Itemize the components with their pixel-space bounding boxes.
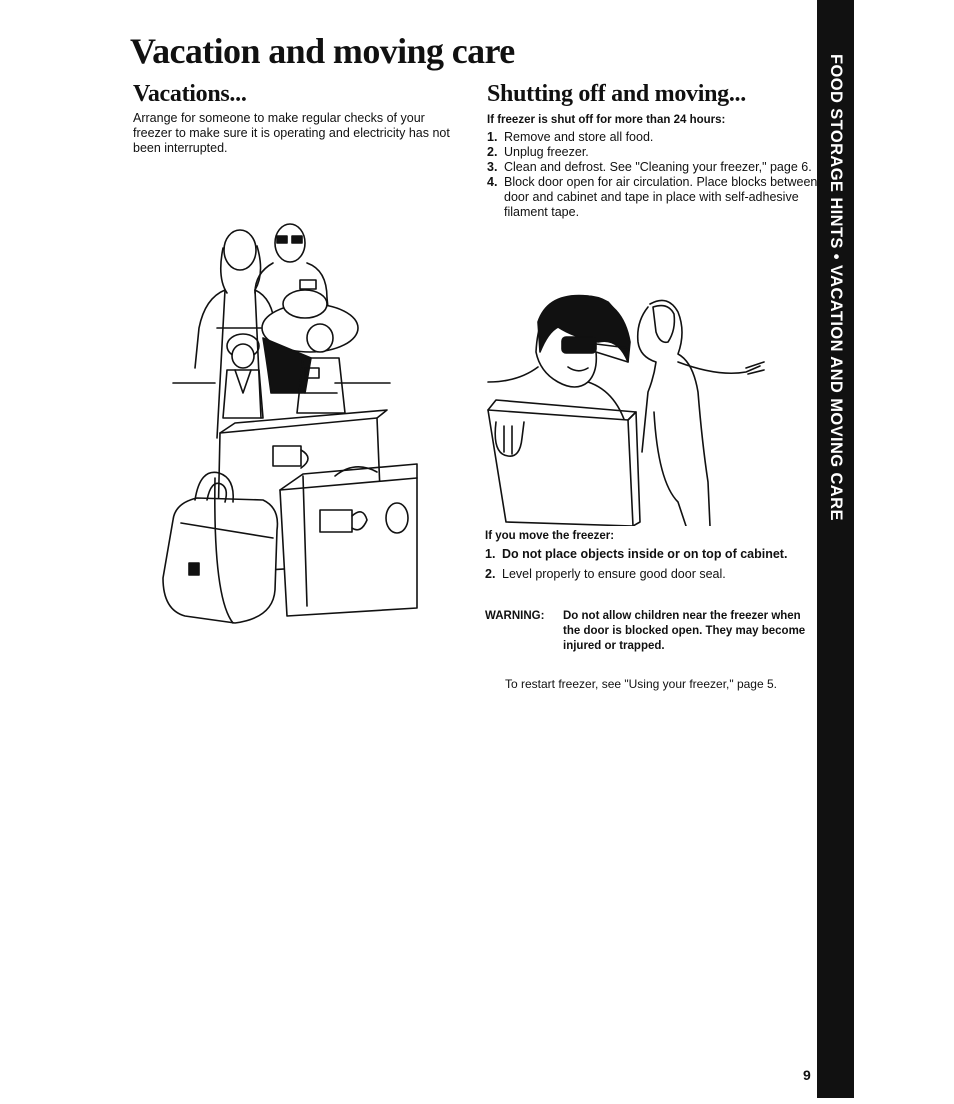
list-item bbox=[485, 567, 817, 582]
list-item bbox=[485, 547, 817, 562]
shut-off-steps bbox=[487, 130, 819, 220]
step-number: 1. bbox=[485, 547, 496, 561]
side-tab-label: FOOD STORAGE HINTS • VACATION AND MOVING CARE bbox=[827, 54, 845, 521]
warning-block bbox=[485, 609, 817, 654]
step-number: 1. bbox=[487, 130, 498, 144]
step-number: 4. bbox=[487, 175, 498, 189]
list-item bbox=[487, 175, 819, 220]
move-steps bbox=[485, 547, 817, 582]
shutting-off-heading: Shutting off and moving... bbox=[487, 81, 746, 107]
list-item bbox=[487, 145, 819, 160]
step-text: Do not place objects inside or on top of cabinet. bbox=[502, 547, 788, 561]
step-text: Clean and defrost. See "Cleaning your freezer," page 6. bbox=[504, 160, 812, 174]
warning-label: WARNING: bbox=[485, 610, 545, 622]
shut-off-subheading: If freezer is shut off for more than 24 hours: bbox=[487, 114, 726, 126]
step-text: Remove and store all food. bbox=[504, 130, 654, 144]
restart-note: To restart freezer, see "Using your freezer," page 5. bbox=[505, 677, 777, 691]
list-item bbox=[487, 130, 819, 145]
vacations-heading: Vacations... bbox=[133, 81, 247, 107]
step-text: Block door open for air circulation. Place blocks between door and cabinet and tape in place with self-adhesive filament tape. bbox=[504, 175, 818, 219]
page-number: 9 bbox=[803, 1067, 811, 1083]
step-text: Level properly to ensure good door seal. bbox=[502, 567, 726, 581]
step-number: 2. bbox=[485, 567, 496, 581]
vacations-paragraph: Arrange for someone to make regular checks of your freezer to make sure it is operating and electricity has not been interrupted. bbox=[133, 111, 450, 155]
step-number: 3. bbox=[487, 160, 498, 174]
family-luggage-illustration bbox=[155, 218, 425, 628]
list-item bbox=[487, 160, 819, 175]
step-text: Unplug freezer. bbox=[504, 145, 589, 159]
movers-freezer-illustration bbox=[478, 282, 778, 526]
page-title: Vacation and moving care bbox=[130, 31, 515, 71]
warning-text: Do not allow children near the freezer when the door is blocked open. They may become injured or trapped. bbox=[563, 610, 806, 652]
step-number: 2. bbox=[487, 145, 498, 159]
move-subheading: If you move the freezer: bbox=[485, 530, 615, 542]
